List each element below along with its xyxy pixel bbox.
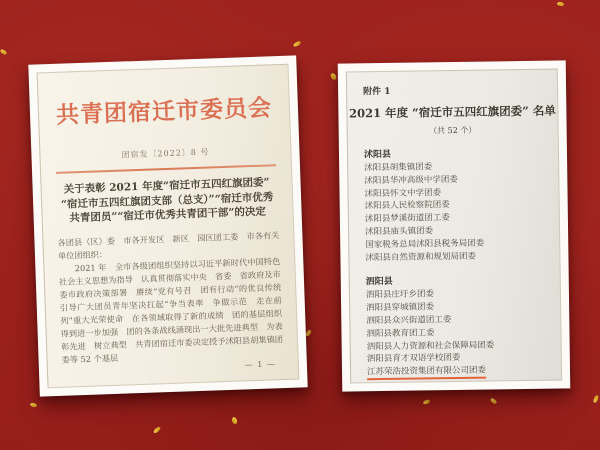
list-item: 国家税务总局沭阳县税务局团委 <box>365 238 485 251</box>
highlighted-list-item <box>367 364 561 380</box>
list-item: 泗阳县教育团工委 <box>366 328 435 339</box>
list-item: 沭阳县怀文中学团委 <box>364 187 442 199</box>
right-document-paper <box>346 69 562 384</box>
right-document <box>338 60 571 391</box>
doc-number: 团宿发〔2022〕8 号 <box>121 147 210 160</box>
list-item: 泗阳县穿城镇团委 <box>366 302 435 314</box>
gold-fleck <box>153 426 162 434</box>
list-item: 泗阳县育才双语学校团委 <box>366 353 461 365</box>
list-item: 沭阳县梦溪街道团工委 <box>364 213 450 225</box>
county-header-shuyang: 沭阳县 <box>363 149 392 161</box>
list-item: 沭阳县胡集镇团委 <box>364 162 433 174</box>
highlighted-list-item-label: 江苏荣浩投资集团有限公司团委 <box>367 366 486 381</box>
decision-title-line-1: 关于表彰 2021 年度“宿迁市五四红旗团委” <box>63 176 270 196</box>
body-paragraph: 2021 年 全市各级团组织坚持以习近平新时代中国特色社会主义思想为指导 认真贯彻落实中央 省委 省政府及市委市政府决策部署 赓续“党有号召 团有行动”的优良传统 引导广大团员青年坚决扛起“争当表率 争做示范 走在前列”重大光荣使命 在各领域取得了新的成绩 团的基层组织得到进一步加强 团的各条战线涌现出一大批先进典型 为表彰先进 树立典型 共青团宿迁市委决定授予沭阳县胡集镇团委等 52 个基层 <box>58 255 290 365</box>
gold-fleck <box>423 399 431 405</box>
list-item: 泗阳县庄圩乡团委 <box>365 289 435 301</box>
list-title: 2021 年度 “宿迁市五四红旗团委” 名单 <box>348 103 556 121</box>
decision-title-line-2: “宿迁市五四红旗团支部（总支）”“宿迁市优秀 <box>60 190 274 211</box>
gold-fleck <box>231 417 237 425</box>
list-item: 沭阳县华冲高级中学团委 <box>364 174 458 187</box>
gold-fleck <box>0 48 7 56</box>
page-number: — 1 — <box>244 359 277 370</box>
left-document <box>28 55 307 396</box>
gold-fleck <box>557 1 565 7</box>
gold-fleck <box>330 72 337 80</box>
attachment-label: 附件 1 <box>363 86 391 98</box>
left-document-paper <box>37 64 300 389</box>
list-item: 沭阳县人民检察院团委 <box>364 200 450 212</box>
list-item: 沭阳县庙头镇团委 <box>365 226 434 238</box>
list-item: 沭阳县自然资源和规划局团委 <box>365 251 477 263</box>
list-item: 泗阳县人力资源和社会保障局团委 <box>366 340 495 352</box>
org-title: 共青团宿迁市委员会 <box>55 94 273 129</box>
gold-fleck <box>592 395 599 404</box>
list-item: 泗阳县众兴街道团工委 <box>366 315 452 327</box>
gold-fleck <box>490 397 498 405</box>
decision-title-line-3: 共青团员”“宿迁市优秀共青团干部”的决定 <box>69 205 267 225</box>
count-note: （共 52 个） <box>428 125 477 136</box>
county-header-siyang: 泗阳县 <box>365 277 393 288</box>
red-divider-line <box>56 164 276 174</box>
gold-fleck <box>293 40 302 47</box>
gold-fleck <box>30 402 38 408</box>
salutation: 各团县（区）委 市各开发区 新区 园区团工委 市各有关单位团组织： <box>57 229 280 261</box>
